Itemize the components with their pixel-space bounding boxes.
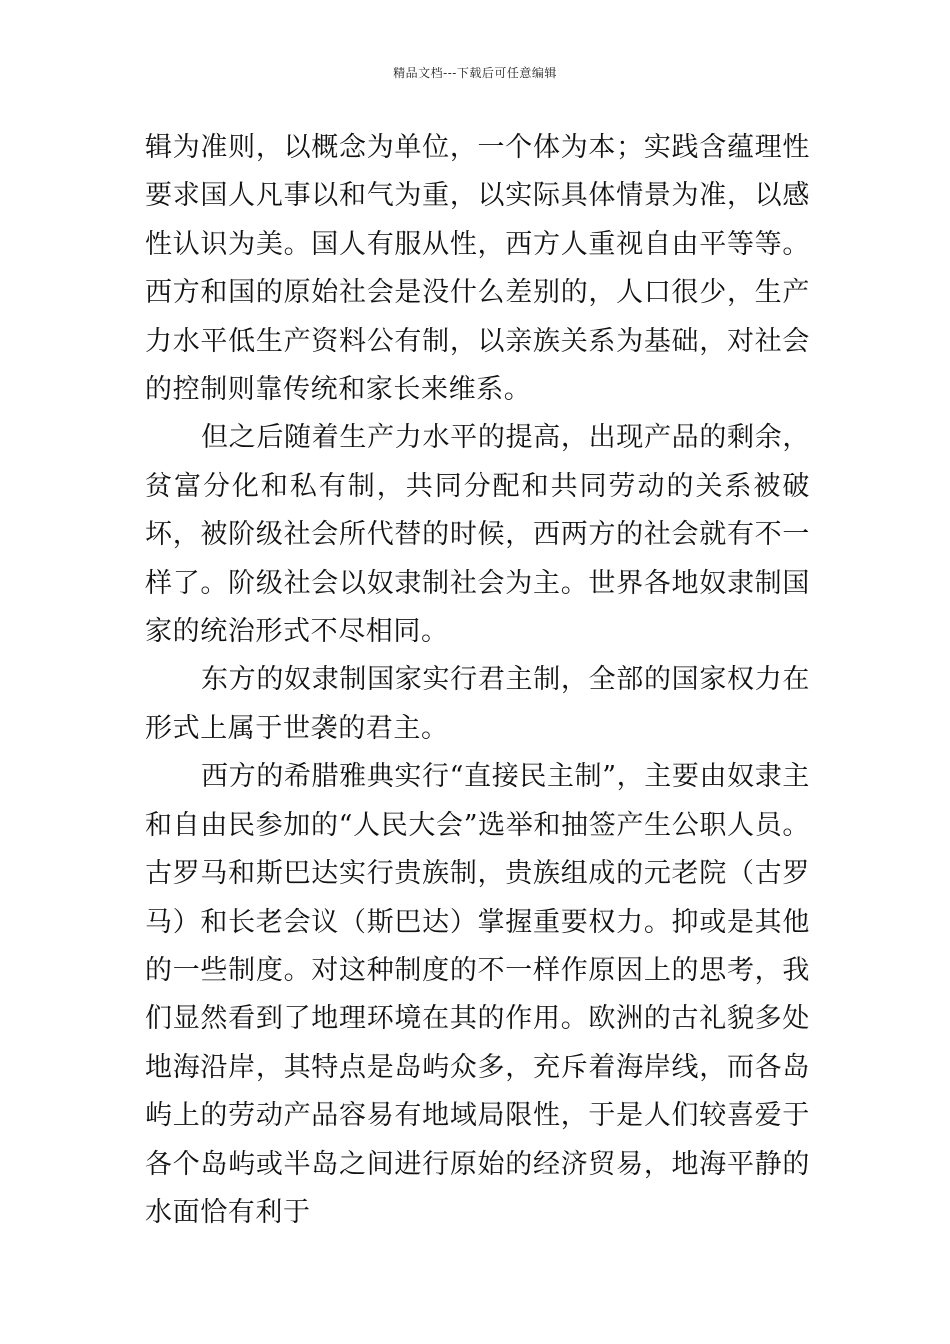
page-header: 精品文档---下载后可任意编辑 [393,66,557,80]
paragraph-1: 辑为准则，以概念为单位，一个体为本；实践含蕴理性要求国人凡事以和气为重，以实际具体情景为准，以感性认识为美。国人有服从性，西方人重视自由平等等。西方和国的原始社会是没什么差别的，人口很少，生产力水平低生产资料公有制，以亲族关系为基础，对社会的控制则靠传统和家长来维系。 [145,132,810,406]
paragraph-4: 西方的希腊雅典实行“直接民主制”，主要由奴隶主和自由民参加的“人民大会”选举和抽签产生公职人员。古罗马和斯巴达实行贵族制，贵族组成的元老院（古罗马）和长老会议（斯巴达）掌握重要权力。抑或是其他的一些制度。对这种制度的不一样作原因上的思考，我们显然看到了地理环境在其的作用。欧洲的古礼貌多处地海沿岸，其特点是岛屿众多，充斥着海岸线，而各岛屿上的劳动产品容易有地域局限性，于是人们较喜爱于各个岛屿或半岛之间进行原始的经济贸易，地海平静的水面恰有利于 [145,761,810,1228]
paragraph-2: 但之后随着生产力水平的提高，出现产品的剩余，贫富分化和私有制，共同分配和共同劳动的关系被破坏，被阶级社会所代替的时候，西两方的社会就有不一样了。阶级社会以奴隶制社会为主。世界各地奴隶制国家的统治形式不尽相同。 [145,422,810,648]
document-body [145,124,810,1237]
paragraph-3: 东方的奴隶制国家实行君主制，全部的国家权力在形式上属于世袭的君主。 [145,664,810,744]
